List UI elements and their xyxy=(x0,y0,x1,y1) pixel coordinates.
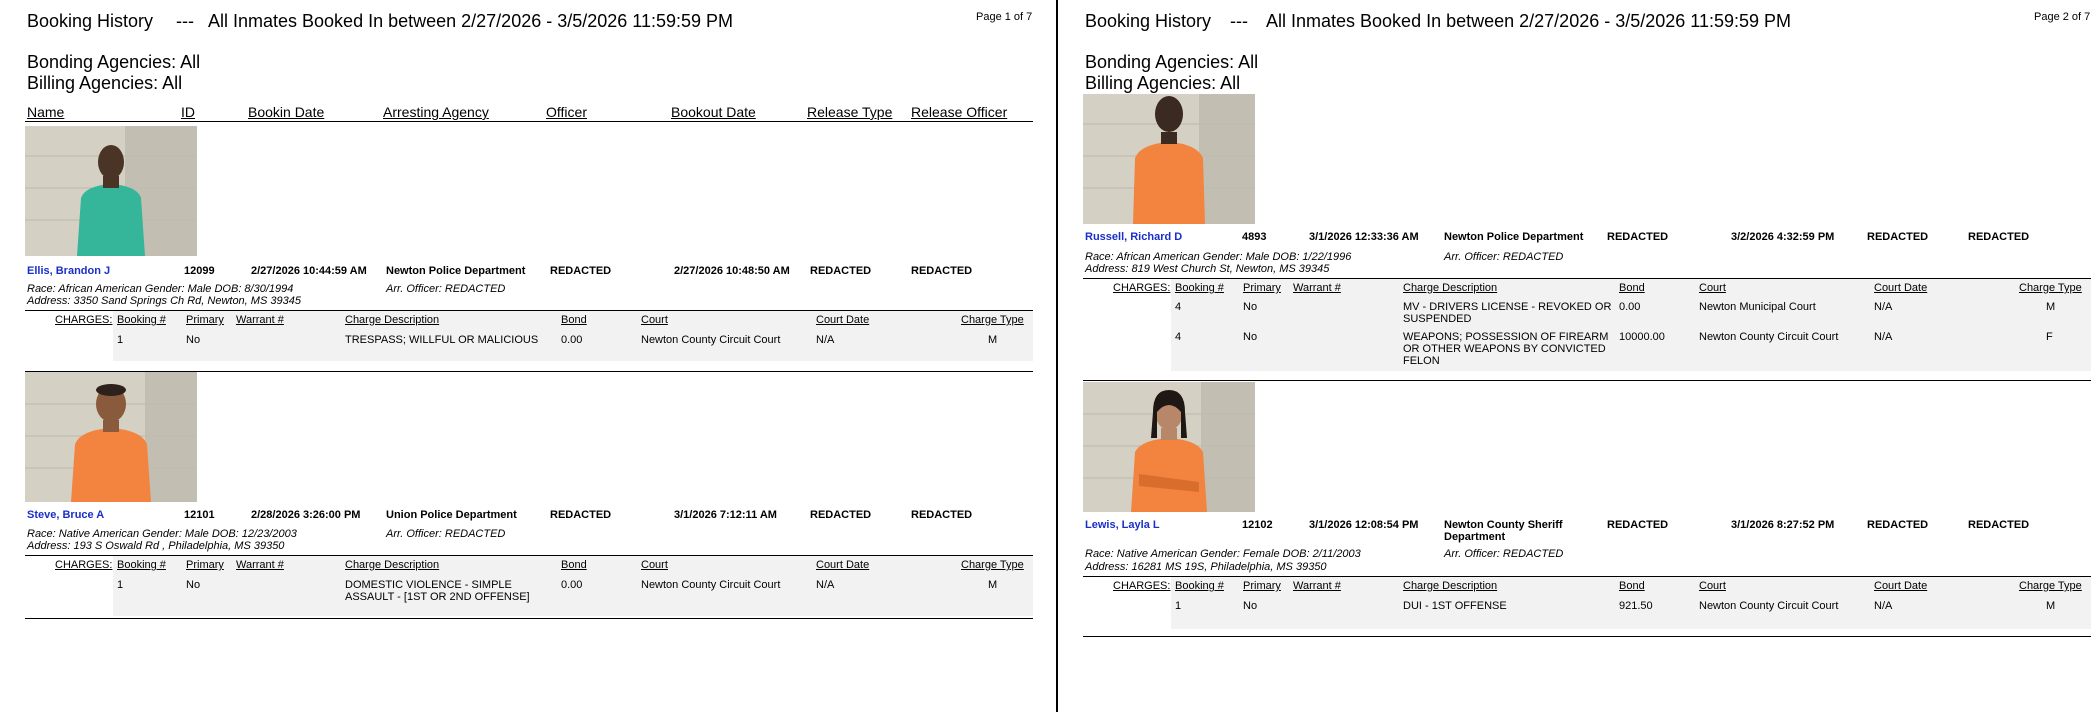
charge-booking: 1 xyxy=(117,579,124,591)
charge-court-date: N/A xyxy=(1874,600,1893,612)
report-title: Booking History xyxy=(27,11,154,31)
charge-col-court: Court xyxy=(641,559,668,571)
charge-col-bond: Bond xyxy=(1619,580,1645,592)
charge-primary: No xyxy=(186,579,201,591)
inmate-address: Address: 193 S Oswald Rd , Philadelphia, MS 39350 xyxy=(27,540,285,552)
inmate-address: Address: 819 West Church St, Newton, MS 39345 xyxy=(1085,263,1330,275)
inmate-name[interactable]: Steve, Bruce A xyxy=(27,509,105,521)
bookin-date: 3/1/2026 12:33:36 AM xyxy=(1309,231,1419,243)
billing-agencies: Billing Agencies: All xyxy=(27,73,183,93)
charge-court-date: N/A xyxy=(1874,301,1893,313)
inmate-id: 12102 xyxy=(1242,519,1273,531)
col-release-officer: Release Officer xyxy=(911,104,1008,120)
inmate-name[interactable]: Ellis, Brandon J xyxy=(27,265,111,277)
charge-col-booking: Booking # xyxy=(1175,580,1224,592)
inmate-photo xyxy=(1083,382,1255,512)
charge-col-type: Charge Type xyxy=(961,559,1024,571)
charge-bond: 0.00 xyxy=(561,334,583,346)
col-release-type: Release Type xyxy=(807,104,893,120)
charge-primary: No xyxy=(1243,600,1258,612)
inmate-demographics: Race: African American Gender: Male DOB: 8/30/1994 xyxy=(27,283,294,295)
charge-court: Newton County Circuit Court xyxy=(1699,600,1839,612)
inmate-separator xyxy=(1083,380,2091,381)
charge-type: M xyxy=(988,334,998,346)
title-separator: --- xyxy=(176,11,194,31)
charge-col-court-date: Court Date xyxy=(816,314,870,326)
report-subtitle: All Inmates Booked In between 2/27/2026 - 3/5/2026 11:59:59 PM xyxy=(1266,11,1792,31)
charge-col-warrant: Warrant # xyxy=(1293,282,1341,294)
charge-court: Newton County Circuit Court xyxy=(641,579,781,591)
release-type: REDACTED xyxy=(810,265,872,277)
arr-officer: Arr. Officer: REDACTED xyxy=(1444,548,1564,560)
bookout-date: 3/1/2026 7:12:11 AM xyxy=(674,509,777,521)
charge-court: Newton County Circuit Court xyxy=(641,334,781,346)
charge-booking: 1 xyxy=(1175,600,1182,612)
col-arresting-agency: Arresting Agency xyxy=(383,104,489,120)
charge-col-court-date: Court Date xyxy=(1874,282,1928,294)
charge-desc: WEAPONS; POSSESSION OF FIREARM OR OTHER WEAPONS BY CONVICTED FELON xyxy=(1403,331,1609,367)
header-rule xyxy=(25,121,1033,122)
charge-court-date: N/A xyxy=(816,579,835,591)
charge-col-type: Charge Type xyxy=(2019,282,2082,294)
charge-type: F xyxy=(2046,331,2053,343)
charge-bond: 921.50 xyxy=(1619,600,1653,612)
charge-col-bond: Bond xyxy=(561,314,587,326)
charge-primary: No xyxy=(1243,331,1258,343)
charges-label: CHARGES: xyxy=(55,314,113,326)
release-officer: REDACTED xyxy=(911,509,973,521)
charge-court-date: N/A xyxy=(816,334,835,346)
inmate-name[interactable]: Lewis, Layla L xyxy=(1085,519,1160,531)
charge-desc: TRESPASS; WILLFUL OR MALICIOUS xyxy=(345,334,539,346)
bookin-date: 3/1/2026 12:08:54 PM xyxy=(1309,519,1419,531)
col-bookout-date: Bookout Date xyxy=(671,104,756,120)
release-officer: REDACTED xyxy=(1968,231,2030,243)
charge-col-warrant: Warrant # xyxy=(236,559,284,571)
charge-col-desc: Charge Description xyxy=(345,314,440,326)
page-number: Page 2 of 7 xyxy=(2034,11,2091,23)
charge-court-date: N/A xyxy=(1874,331,1893,343)
arr-officer: Arr. Officer: REDACTED xyxy=(386,283,506,295)
charge-court: Newton Municipal Court xyxy=(1699,301,1816,313)
charge-col-booking: Booking # xyxy=(117,314,166,326)
charge-bond: 10000.00 xyxy=(1619,331,1665,343)
inmate-name[interactable]: Russell, Richard D xyxy=(1085,231,1183,243)
officer: REDACTED xyxy=(550,509,612,521)
inmate-photo xyxy=(1083,94,1255,224)
charge-col-court: Court xyxy=(641,314,668,326)
bookin-date: 2/27/2026 10:44:59 AM xyxy=(251,265,367,277)
billing-agencies: Billing Agencies: All xyxy=(1085,73,1241,93)
charge-desc: DOMESTIC VIOLENCE - SIMPLE ASSAULT - [1ST OR 2ND OFFENSE] xyxy=(345,579,530,603)
charge-col-desc: Charge Description xyxy=(345,559,440,571)
charge-col-court-date: Court Date xyxy=(816,559,870,571)
release-type: REDACTED xyxy=(810,509,872,521)
charge-bond: 0.00 xyxy=(561,579,583,591)
charges-label: CHARGES: xyxy=(1113,580,1171,592)
inmate-demographics: Race: African American Gender: Male DOB: 1/22/1996 xyxy=(1085,251,1352,263)
inmate-address: Address: 3350 Sand Springs Ch Rd, Newton, MS 39345 xyxy=(27,295,301,307)
col-id: ID xyxy=(181,104,195,120)
arresting-agency: Newton County Sheriff Department xyxy=(1444,519,1563,543)
bookout-date: 3/2/2026 4:32:59 PM xyxy=(1731,231,1835,243)
charge-court: Newton County Circuit Court xyxy=(1699,331,1839,343)
inmate-id: 12099 xyxy=(184,265,215,277)
charge-col-court: Court xyxy=(1699,282,1726,294)
inmate-photo xyxy=(25,372,197,502)
inmate-id: 12101 xyxy=(184,509,215,521)
charge-col-bond: Bond xyxy=(1619,282,1645,294)
officer: REDACTED xyxy=(550,265,612,277)
report-title: Booking History xyxy=(1085,11,1212,31)
col-officer: Officer xyxy=(546,104,587,120)
arr-officer: Arr. Officer: REDACTED xyxy=(1444,251,1564,263)
bookout-date: 2/27/2026 10:48:50 AM xyxy=(674,265,790,277)
charge-col-primary: Primary xyxy=(1243,580,1281,592)
bookin-date: 2/28/2026 3:26:00 PM xyxy=(251,509,361,521)
charge-type: M xyxy=(2046,600,2056,612)
charge-col-booking: Booking # xyxy=(1175,282,1224,294)
charge-booking: 1 xyxy=(117,334,124,346)
arresting-agency: Union Police Department xyxy=(386,509,517,521)
inmate-photo xyxy=(25,126,197,256)
charge-desc: MV - DRIVERS LICENSE - REVOKED OR SUSPENDED xyxy=(1403,301,1612,325)
bonding-agencies: Bonding Agencies: All xyxy=(27,52,201,72)
release-type: REDACTED xyxy=(1867,231,1929,243)
col-bookin-date: Bookin Date xyxy=(248,104,325,120)
arresting-agency: Newton Police Department xyxy=(386,265,526,277)
report-subtitle: All Inmates Booked In between 2/27/2026 - 3/5/2026 11:59:59 PM xyxy=(208,11,734,31)
charge-bond: 0.00 xyxy=(1619,301,1641,313)
charge-primary: No xyxy=(186,334,201,346)
charge-col-primary: Primary xyxy=(186,559,224,571)
col-name: Name xyxy=(27,104,65,120)
charge-col-bond: Bond xyxy=(561,559,587,571)
inmate-demographics: Race: Native American Gender: Male DOB: 12/23/2003 xyxy=(27,528,297,540)
page-number: Page 1 of 7 xyxy=(976,11,1033,23)
report-page-2 xyxy=(1059,0,2099,712)
charge-col-primary: Primary xyxy=(1243,282,1281,294)
release-officer: REDACTED xyxy=(911,265,973,277)
charge-col-warrant: Warrant # xyxy=(236,314,284,326)
charge-col-court-date: Court Date xyxy=(1874,580,1928,592)
arresting-agency: Newton Police Department xyxy=(1444,231,1584,243)
inmate-separator xyxy=(1083,636,2091,637)
charge-col-type: Charge Type xyxy=(961,314,1024,326)
charge-col-type: Charge Type xyxy=(2019,580,2082,592)
inmate-demographics: Race: Native American Gender: Female DOB: 2/11/2003 xyxy=(1085,548,1361,560)
charge-col-desc: Charge Description xyxy=(1403,580,1498,592)
arr-officer: Arr. Officer: REDACTED xyxy=(386,528,506,540)
charge-col-primary: Primary xyxy=(186,314,224,326)
charge-col-desc: Charge Description xyxy=(1403,282,1498,294)
inmate-separator xyxy=(25,618,1033,619)
charge-col-booking: Booking # xyxy=(117,559,166,571)
officer: REDACTED xyxy=(1607,519,1669,531)
charge-primary: No xyxy=(1243,301,1258,313)
charges-label: CHARGES: xyxy=(55,559,113,571)
title-separator: --- xyxy=(1230,11,1248,31)
bookout-date: 3/1/2026 8:27:52 PM xyxy=(1731,519,1835,531)
charge-booking: 4 xyxy=(1175,301,1182,313)
charges-label: CHARGES: xyxy=(1113,282,1171,294)
charge-type: M xyxy=(988,579,998,591)
officer: REDACTED xyxy=(1607,231,1669,243)
charge-col-warrant: Warrant # xyxy=(1293,580,1341,592)
release-officer: REDACTED xyxy=(1968,519,2030,531)
charge-booking: 4 xyxy=(1175,331,1182,343)
charge-type: M xyxy=(2046,301,2056,313)
bonding-agencies: Bonding Agencies: All xyxy=(1085,52,1259,72)
charge-col-court: Court xyxy=(1699,580,1726,592)
charge-desc: DUI - 1ST OFFENSE xyxy=(1403,600,1507,612)
inmate-address: Address: 16281 MS 19S, Philadelphia, MS 39350 xyxy=(1085,561,1327,573)
release-type: REDACTED xyxy=(1867,519,1929,531)
inmate-id: 4893 xyxy=(1242,231,1267,243)
